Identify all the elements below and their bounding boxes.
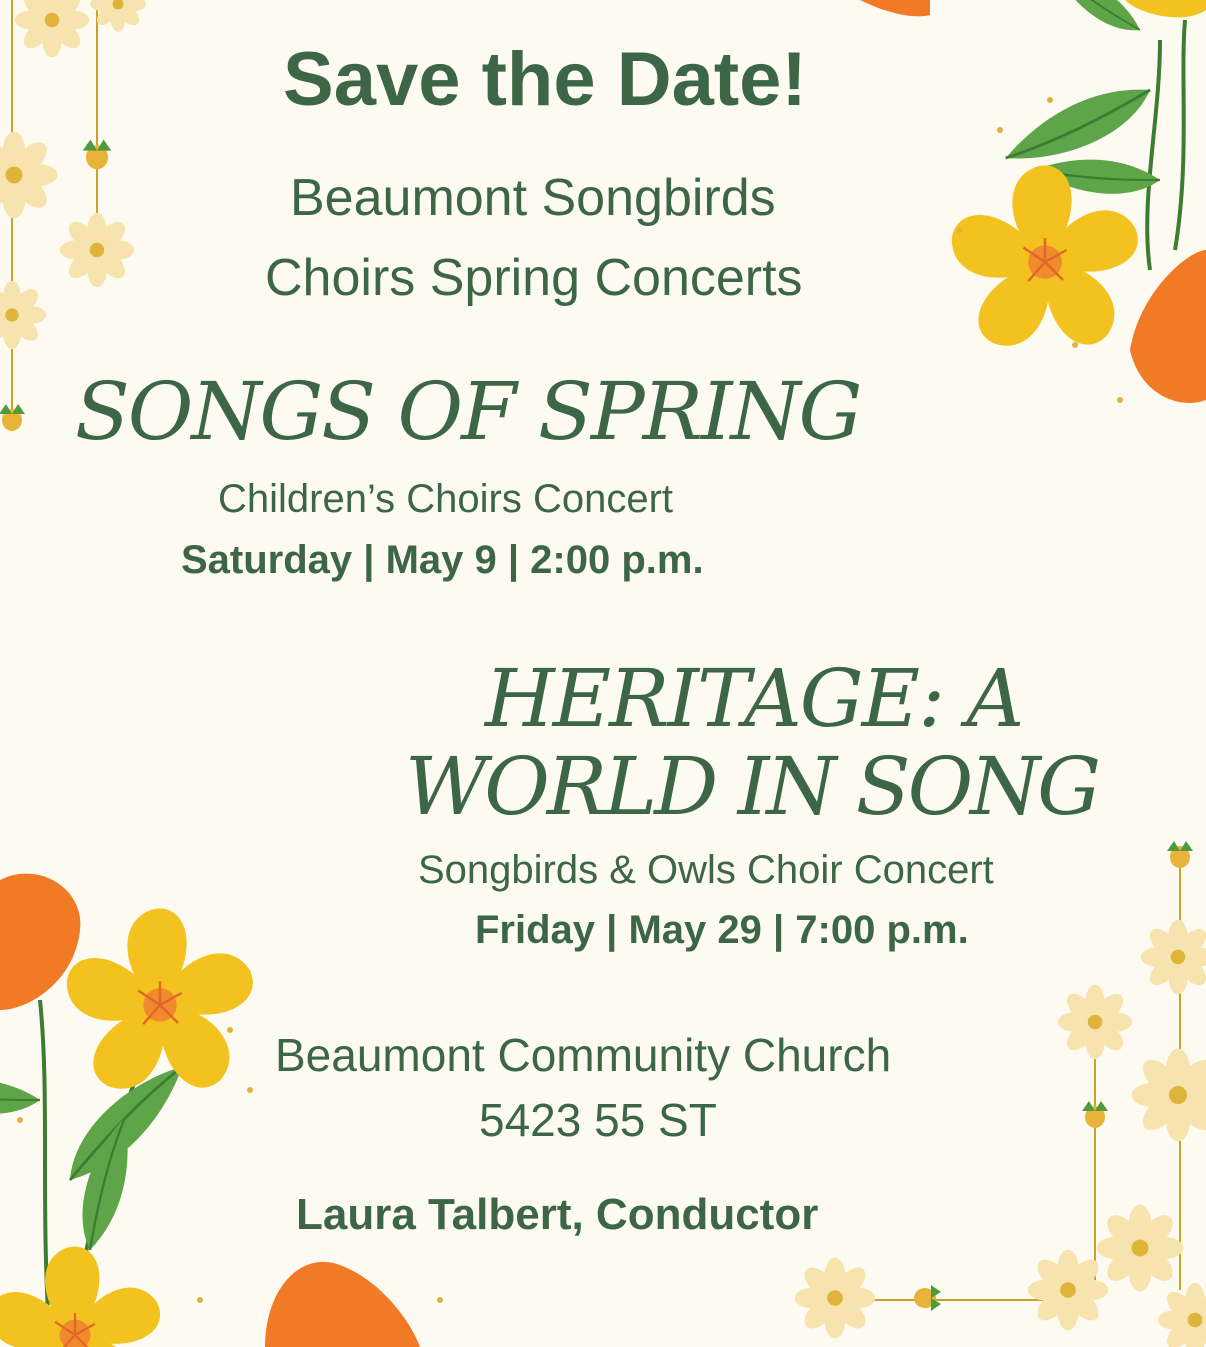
headline: Save the Date! xyxy=(283,37,807,122)
venue-name: Beaumont Community Church xyxy=(275,1029,892,1081)
conductor-credit: Laura Talbert, Conductor xyxy=(296,1190,819,1239)
bottom-left-flowers xyxy=(0,874,443,1347)
subtitle-line-2: Choirs Spring Concerts xyxy=(265,249,803,307)
venue-address: 5423 55 ST xyxy=(479,1094,717,1146)
concert-1-description: Children’s Choirs Concert xyxy=(218,477,673,521)
concert-2-title-line-1: HERITAGE: A xyxy=(485,652,1023,745)
concert-1-title: SONGS OF SPRING xyxy=(75,365,861,458)
concert-2-title-line-2: WORLD IN SONG xyxy=(405,740,1099,833)
concert-2-description: Songbirds & Owls Choir Concert xyxy=(418,848,994,892)
concert-2-datetime: Friday | May 29 | 7:00 p.m. xyxy=(475,908,969,952)
top-right-flowers xyxy=(860,0,1206,403)
concert-1-datetime: Saturday | May 9 | 2:00 p.m. xyxy=(181,538,704,582)
subtitle-line-1: Beaumont Songbirds xyxy=(290,169,776,227)
